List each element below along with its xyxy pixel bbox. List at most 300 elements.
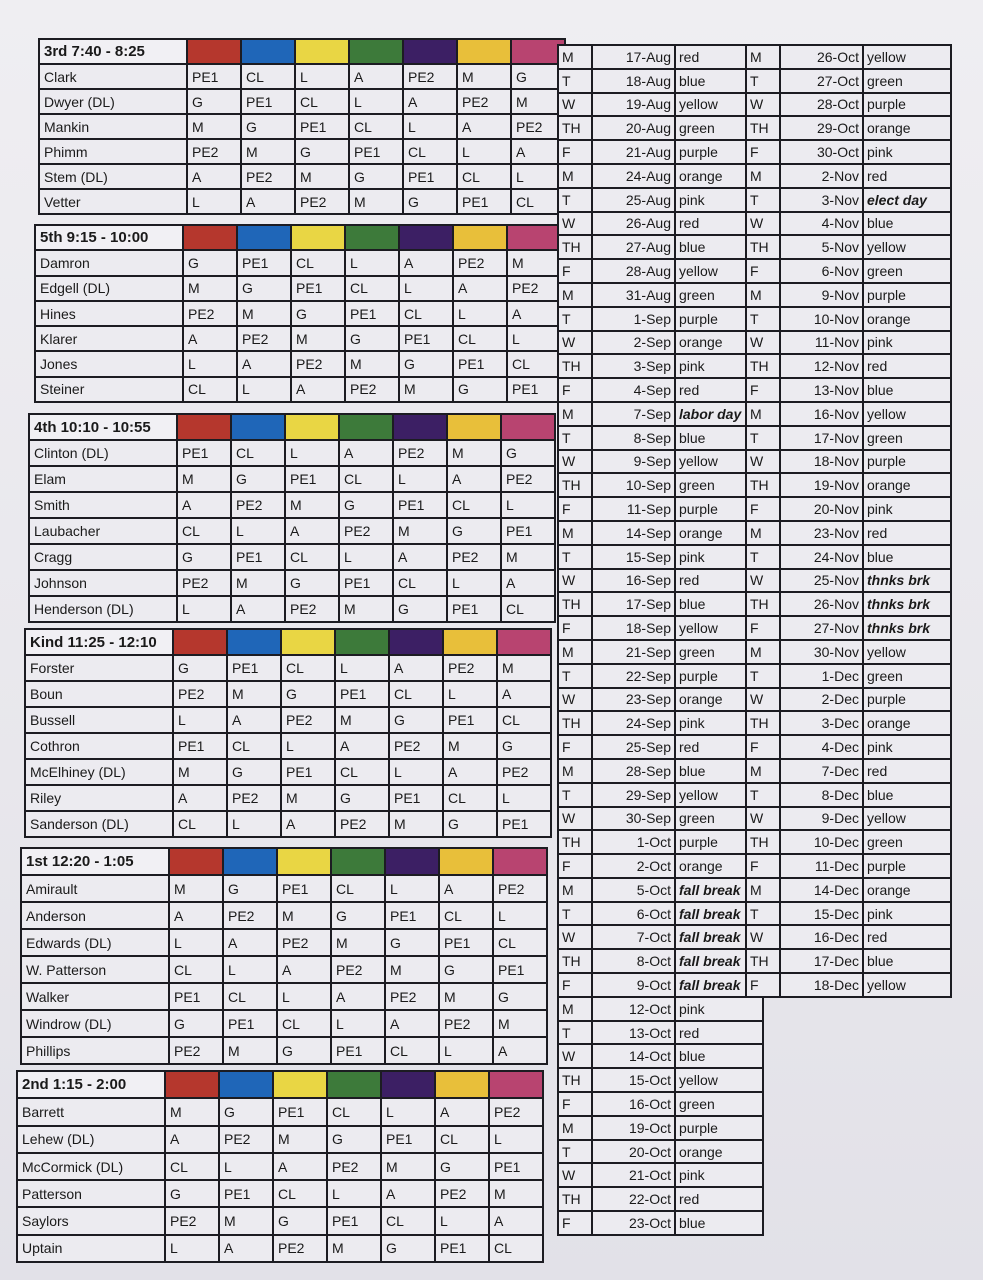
- date: 4-Nov: [780, 212, 863, 236]
- rotation-cell: PE1: [389, 785, 443, 811]
- rotation-cell: CL: [295, 89, 349, 114]
- weekday: TH: [558, 949, 592, 973]
- weekday: TH: [558, 830, 592, 854]
- date: 30-Sep: [592, 807, 675, 831]
- rotation-cell: M: [447, 440, 501, 466]
- color-day: yellow: [863, 235, 951, 259]
- rotation-cell: A: [183, 326, 237, 351]
- color-swatch-red: [165, 1071, 219, 1098]
- calendar-row: [746, 259, 951, 283]
- rotation-cell: PE1: [453, 351, 507, 376]
- color-swatch-blue: [227, 629, 281, 655]
- rotation-cell: L: [227, 811, 281, 837]
- weekday: F: [558, 140, 592, 164]
- teacher-name: McCormick (DL): [17, 1153, 165, 1180]
- color-swatch-red: [169, 848, 223, 875]
- color-day: orange: [675, 854, 763, 878]
- rotation-cell: L: [335, 655, 389, 681]
- rotation-cell: CL: [385, 1037, 439, 1064]
- table-row: [21, 902, 547, 929]
- calendar-row: [558, 1163, 763, 1187]
- rotation-cell: CL: [335, 759, 389, 785]
- teacher-name: Phillips: [21, 1037, 169, 1064]
- table-row: [39, 164, 565, 189]
- rotation-cell: M: [331, 929, 385, 956]
- rotation-cell: G: [439, 956, 493, 983]
- calendar-row: [558, 473, 763, 497]
- weekday: TH: [558, 354, 592, 378]
- calendar-row: [558, 235, 763, 259]
- weekday: T: [746, 426, 780, 450]
- color-swatch-green: [339, 414, 393, 440]
- rotation-cell: A: [173, 785, 227, 811]
- color-day: blue: [675, 1044, 763, 1068]
- rotation-cell: CL: [443, 785, 497, 811]
- date: 17-Nov: [780, 426, 863, 450]
- date: 14-Dec: [780, 878, 863, 902]
- rotation-cell: PE2: [385, 983, 439, 1010]
- table-row: [29, 596, 555, 622]
- calendar-row: [558, 450, 763, 474]
- calendar-row: [558, 259, 763, 283]
- rotation-cell: A: [399, 250, 453, 275]
- weekday: TH: [746, 116, 780, 140]
- rotation-cell: G: [223, 875, 277, 902]
- calendar-row: [746, 93, 951, 117]
- rotation-cell: PE1: [447, 596, 501, 622]
- rotation-cell: CL: [223, 983, 277, 1010]
- weekday: T: [558, 902, 592, 926]
- rotation-cell: M: [327, 1235, 381, 1262]
- rotation-cell: PE2: [393, 440, 447, 466]
- calendar-row: [558, 188, 763, 212]
- calendar-left: [557, 44, 764, 1236]
- color-day: pink: [863, 331, 951, 355]
- rotation-cell: L: [281, 733, 335, 759]
- rotation-cell: CL: [403, 139, 457, 164]
- rotation-cell: PE2: [273, 1235, 327, 1262]
- color-swatch-blue: [231, 414, 285, 440]
- date: 10-Nov: [780, 307, 863, 331]
- rotation-cell: M: [173, 759, 227, 785]
- rotation-cell: G: [385, 929, 439, 956]
- date: 12-Nov: [780, 354, 863, 378]
- color-day: purple: [675, 664, 763, 688]
- weekday: T: [558, 426, 592, 450]
- date: 5-Nov: [780, 235, 863, 259]
- color-day: orange: [675, 1140, 763, 1164]
- date: 2-Nov: [780, 164, 863, 188]
- rotation-cell: L: [331, 1010, 385, 1037]
- rotation-cell: L: [501, 492, 555, 518]
- rotation-cell: G: [497, 733, 551, 759]
- calendar-row: [746, 116, 951, 140]
- calendar-row: [746, 212, 951, 236]
- rotation-cell: CL: [497, 707, 551, 733]
- rotation-cell: PE2: [169, 1037, 223, 1064]
- rotation-cell: A: [493, 1037, 547, 1064]
- date: 16-Dec: [780, 925, 863, 949]
- table-row: [35, 276, 561, 301]
- table-row: [25, 785, 551, 811]
- date: 7-Dec: [780, 759, 863, 783]
- rotation-cell: PE1: [273, 1098, 327, 1125]
- rotation-cell: PE2: [489, 1098, 543, 1125]
- weekday: M: [746, 45, 780, 69]
- class-period-title: 2nd 1:15 - 2:00: [17, 1071, 165, 1098]
- calendar-row: [558, 854, 763, 878]
- rotation-cell: PE1: [335, 681, 389, 707]
- calendar-row: [558, 616, 763, 640]
- weekday: M: [746, 521, 780, 545]
- weekday: W: [558, 925, 592, 949]
- rotation-cell: L: [237, 377, 291, 402]
- rotation-cell: L: [453, 301, 507, 326]
- rotation-cell: PE1: [439, 929, 493, 956]
- color-day: red: [863, 925, 951, 949]
- date: 21-Sep: [592, 640, 675, 664]
- rotation-cell: G: [219, 1098, 273, 1125]
- table-row: [35, 301, 561, 326]
- rotation-cell: PE2: [435, 1180, 489, 1207]
- rotation-cell: PE1: [435, 1235, 489, 1262]
- weekday: W: [558, 1163, 592, 1187]
- rotation-cell: CL: [281, 655, 335, 681]
- weekday: TH: [558, 711, 592, 735]
- color-day: red: [675, 378, 763, 402]
- calendar-row: [746, 783, 951, 807]
- color-day: green: [675, 640, 763, 664]
- rotation-cell: M: [237, 301, 291, 326]
- rotation-cell: M: [177, 466, 231, 492]
- rotation-cell: G: [227, 759, 281, 785]
- table-row: [29, 518, 555, 544]
- rotation-cell: A: [381, 1180, 435, 1207]
- teacher-name: Cothron: [25, 733, 173, 759]
- color-swatch-red: [173, 629, 227, 655]
- teacher-name: Dwyer (DL): [39, 89, 187, 114]
- rotation-cell: A: [277, 956, 331, 983]
- calendar-row: [558, 902, 763, 926]
- rotation-cell: L: [165, 1235, 219, 1262]
- rotation-cell: CL: [493, 929, 547, 956]
- rotation-cell: M: [389, 811, 443, 837]
- weekday: T: [746, 664, 780, 688]
- date: 19-Oct: [592, 1116, 675, 1140]
- color-day: purple: [863, 854, 951, 878]
- date: 23-Oct: [592, 1211, 675, 1235]
- teacher-name: Edwards (DL): [21, 929, 169, 956]
- table-row: [35, 250, 561, 275]
- calendar-row: [558, 878, 763, 902]
- color-swatch-purple: [385, 848, 439, 875]
- calendar-row: [558, 1211, 763, 1235]
- rotation-cell: PE1: [223, 1010, 277, 1037]
- weekday: T: [746, 188, 780, 212]
- date: 9-Nov: [780, 283, 863, 307]
- weekday: F: [558, 378, 592, 402]
- rotation-cell: CL: [331, 875, 385, 902]
- rotation-cell: A: [331, 983, 385, 1010]
- class-table: [24, 628, 552, 838]
- rotation-cell: PE1: [237, 250, 291, 275]
- color-day: red: [863, 354, 951, 378]
- teacher-name: Damron: [35, 250, 183, 275]
- weekday: T: [746, 69, 780, 93]
- weekday: F: [746, 140, 780, 164]
- color-day: red: [675, 45, 763, 69]
- table-row: [25, 733, 551, 759]
- rotation-cell: L: [231, 518, 285, 544]
- rotation-cell: CL: [183, 377, 237, 402]
- rotation-cell: PE1: [277, 875, 331, 902]
- rotation-cell: M: [277, 902, 331, 929]
- weekday: W: [558, 688, 592, 712]
- calendar-row: [558, 807, 763, 831]
- calendar-row: [558, 973, 763, 997]
- rotation-cell: A: [393, 544, 447, 570]
- rotation-cell: PE1: [177, 440, 231, 466]
- color-swatch-orange-yellow: [453, 225, 507, 250]
- color-day: pink: [863, 902, 951, 926]
- rotation-cell: PE2: [227, 785, 281, 811]
- date: 21-Oct: [592, 1163, 675, 1187]
- rotation-cell: M: [187, 114, 241, 139]
- weekday: W: [558, 450, 592, 474]
- calendar-row: [558, 545, 763, 569]
- date: 17-Aug: [592, 45, 675, 69]
- rotation-cell: PE2: [457, 89, 511, 114]
- rotation-cell: G: [349, 164, 403, 189]
- calendar-row: [558, 925, 763, 949]
- calendar-row: [558, 711, 763, 735]
- rotation-cell: A: [169, 902, 223, 929]
- calendar-row: [746, 140, 951, 164]
- color-swatch-yellow: [285, 414, 339, 440]
- rotation-cell: M: [345, 351, 399, 376]
- rotation-cell: L: [345, 250, 399, 275]
- rotation-cell: PE2: [231, 492, 285, 518]
- date: 17-Sep: [592, 592, 675, 616]
- date: 2-Oct: [592, 854, 675, 878]
- teacher-name: Klarer: [35, 326, 183, 351]
- color-swatch-green: [327, 1071, 381, 1098]
- calendar-row: [558, 640, 763, 664]
- rotation-cell: PE2: [511, 114, 565, 139]
- rotation-cell: A: [231, 596, 285, 622]
- color-day: pink: [675, 711, 763, 735]
- rotation-cell: G: [237, 276, 291, 301]
- rotation-cell: G: [231, 466, 285, 492]
- calendar-row: [558, 45, 763, 69]
- teacher-name: Clark: [39, 64, 187, 89]
- color-swatch-pink: [497, 629, 551, 655]
- color-swatch-red: [177, 414, 231, 440]
- color-swatch-green: [335, 629, 389, 655]
- color-day: pink: [863, 140, 951, 164]
- color-day: red: [675, 569, 763, 593]
- date: 29-Sep: [592, 783, 675, 807]
- date: 28-Sep: [592, 759, 675, 783]
- holiday-label: elect day: [863, 188, 951, 212]
- table-row: [35, 351, 561, 376]
- weekday: T: [558, 664, 592, 688]
- weekday: T: [558, 188, 592, 212]
- color-day: purple: [863, 93, 951, 117]
- table-row: [29, 570, 555, 596]
- color-swatch-red: [183, 225, 237, 250]
- color-swatch-blue: [219, 1071, 273, 1098]
- rotation-cell: M: [443, 733, 497, 759]
- rotation-cell: PE2: [493, 875, 547, 902]
- color-day: yellow: [675, 93, 763, 117]
- calendar-row: [558, 402, 763, 426]
- rotation-cell: CL: [227, 733, 281, 759]
- rotation-cell: L: [447, 570, 501, 596]
- rotation-cell: G: [165, 1180, 219, 1207]
- color-swatch-yellow: [295, 39, 349, 64]
- date: 1-Sep: [592, 307, 675, 331]
- weekday: TH: [746, 473, 780, 497]
- date: 31-Aug: [592, 283, 675, 307]
- calendar-row: [558, 688, 763, 712]
- rotation-cell: PE1: [493, 956, 547, 983]
- date: 11-Sep: [592, 497, 675, 521]
- rotation-cell: G: [281, 681, 335, 707]
- color-day: green: [863, 259, 951, 283]
- date: 15-Dec: [780, 902, 863, 926]
- color-day: orange: [863, 307, 951, 331]
- table-row: [21, 1010, 547, 1037]
- date: 8-Dec: [780, 783, 863, 807]
- rotation-cell: PE2: [389, 733, 443, 759]
- rotation-cell: A: [497, 681, 551, 707]
- table-row: [39, 89, 565, 114]
- date: 24-Nov: [780, 545, 863, 569]
- weekday: F: [746, 854, 780, 878]
- color-day: yellow: [675, 616, 763, 640]
- date: 2-Sep: [592, 331, 675, 355]
- date: 10-Sep: [592, 473, 675, 497]
- rotation-cell: G: [285, 570, 339, 596]
- weekday: F: [746, 735, 780, 759]
- date: 15-Oct: [592, 1068, 675, 1092]
- color-swatch-yellow: [277, 848, 331, 875]
- color-day: pink: [675, 1163, 763, 1187]
- rotation-cell: PE1: [381, 1126, 435, 1153]
- rotation-cell: L: [443, 681, 497, 707]
- rotation-cell: PE2: [219, 1126, 273, 1153]
- teacher-name: Walker: [21, 983, 169, 1010]
- calendar-row: [746, 235, 951, 259]
- weekday: W: [746, 569, 780, 593]
- table-row: [39, 139, 565, 164]
- weekday: F: [558, 1211, 592, 1235]
- date: 18-Nov: [780, 450, 863, 474]
- holiday-label: thnks brk: [863, 616, 951, 640]
- rotation-cell: PE1: [241, 89, 295, 114]
- rotation-cell: A: [165, 1126, 219, 1153]
- rotation-cell: PE1: [281, 759, 335, 785]
- date: 3-Sep: [592, 354, 675, 378]
- date: 25-Nov: [780, 569, 863, 593]
- weekday: W: [558, 93, 592, 117]
- rotation-cell: PE2: [165, 1207, 219, 1234]
- rotation-cell: PE1: [187, 64, 241, 89]
- color-day: orange: [675, 688, 763, 712]
- color-day: yellow: [675, 1068, 763, 1092]
- class-period-title: 1st 12:20 - 1:05: [21, 848, 169, 875]
- date: 6-Oct: [592, 902, 675, 926]
- rotation-cell: L: [173, 707, 227, 733]
- rotation-cell: PE2: [339, 518, 393, 544]
- rotation-cell: L: [435, 1207, 489, 1234]
- calendar-row: [746, 378, 951, 402]
- weekday: W: [746, 450, 780, 474]
- color-day: yellow: [863, 640, 951, 664]
- weekday: T: [746, 902, 780, 926]
- calendar-row: [746, 331, 951, 355]
- rotation-cell: G: [331, 902, 385, 929]
- date: 29-Oct: [780, 116, 863, 140]
- calendar-row: [746, 497, 951, 521]
- calendar-row: [746, 402, 951, 426]
- teacher-name: Riley: [25, 785, 173, 811]
- rotation-cell: L: [381, 1098, 435, 1125]
- color-swatch-purple: [399, 225, 453, 250]
- rotation-cell: L: [219, 1153, 273, 1180]
- rotation-cell: M: [501, 544, 555, 570]
- rotation-cell: CL: [393, 570, 447, 596]
- rotation-cell: A: [237, 351, 291, 376]
- date: 27-Oct: [780, 69, 863, 93]
- rotation-cell: PE1: [399, 326, 453, 351]
- color-swatch-orange-yellow: [435, 1071, 489, 1098]
- rotation-cell: CL: [399, 301, 453, 326]
- date: 10-Dec: [780, 830, 863, 854]
- rotation-cell: A: [457, 114, 511, 139]
- rotation-cell: L: [457, 139, 511, 164]
- calendar-row: [746, 283, 951, 307]
- weekday: W: [746, 925, 780, 949]
- calendar-row: [558, 69, 763, 93]
- weekday: F: [746, 259, 780, 283]
- color-day: blue: [675, 426, 763, 450]
- weekday: W: [746, 93, 780, 117]
- weekday: T: [746, 545, 780, 569]
- color-day: pink: [863, 735, 951, 759]
- rotation-cell: L: [187, 189, 241, 214]
- color-day: blue: [863, 783, 951, 807]
- calendar-row: [746, 640, 951, 664]
- color-day: green: [675, 283, 763, 307]
- rotation-cell: G: [447, 518, 501, 544]
- rotation-cell: G: [345, 326, 399, 351]
- color-day: purple: [863, 450, 951, 474]
- color-day: red: [675, 212, 763, 236]
- color-day: green: [863, 69, 951, 93]
- calendar-row: [746, 450, 951, 474]
- weekday: M: [558, 521, 592, 545]
- rotation-cell: CL: [389, 681, 443, 707]
- date: 1-Oct: [592, 830, 675, 854]
- rotation-cell: PE1: [345, 301, 399, 326]
- rotation-cell: A: [339, 440, 393, 466]
- date: 22-Oct: [592, 1187, 675, 1211]
- date: 26-Oct: [780, 45, 863, 69]
- rotation-cell: L: [285, 440, 339, 466]
- rotation-cell: A: [489, 1207, 543, 1234]
